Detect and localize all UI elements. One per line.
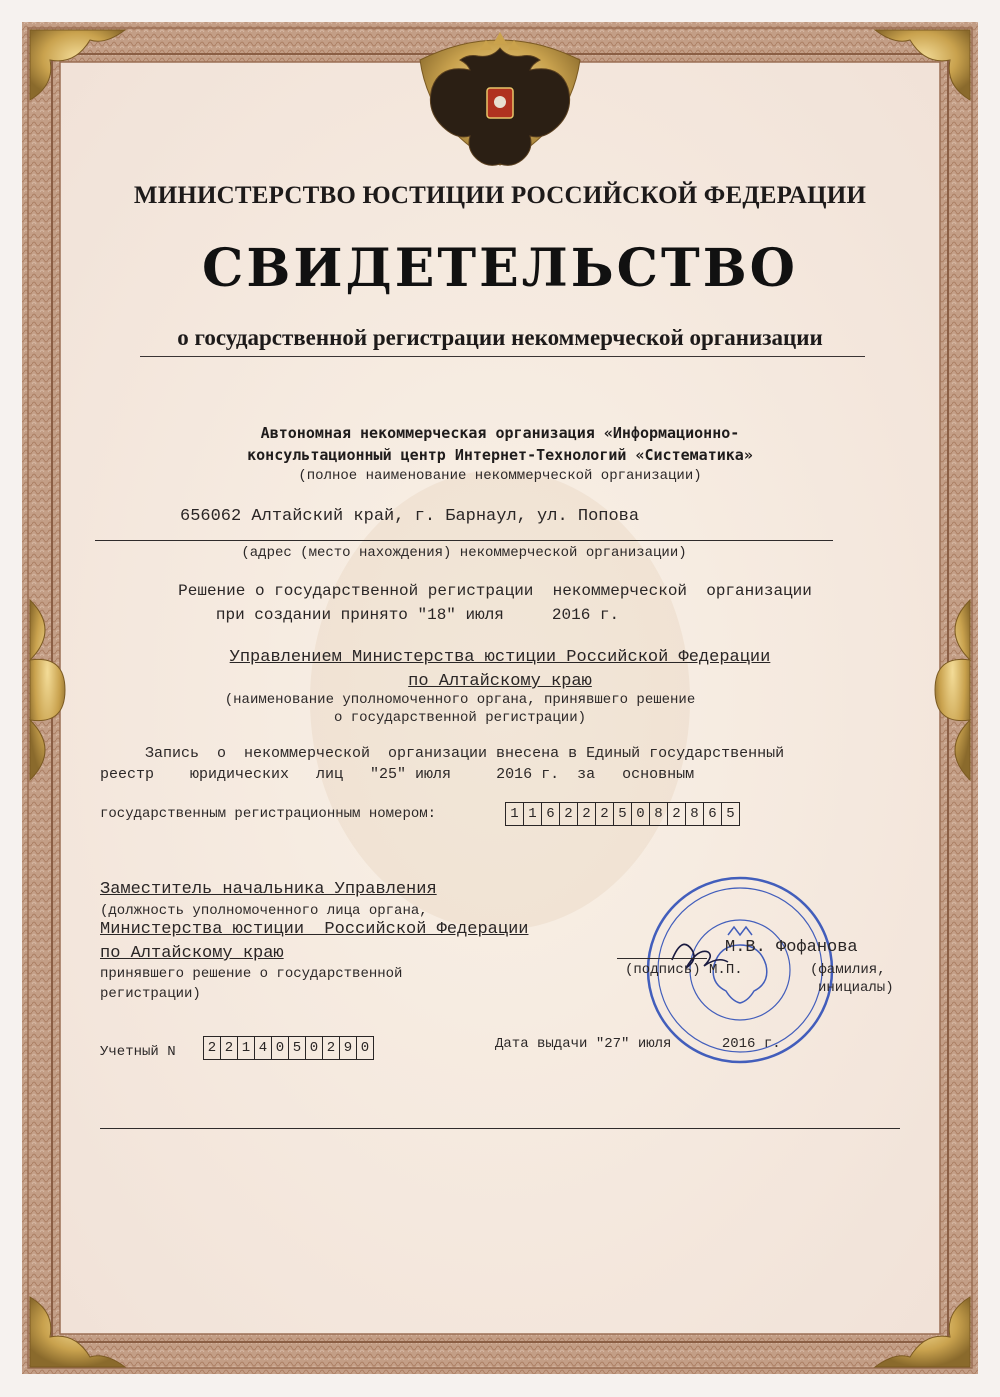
registry-line2: реестр юридических лиц "25" июля 2016 г. за основным [100,766,695,783]
decision-line2: при создании принято "18" июля 2016 г. [215,606,620,624]
bottom-rule [100,1128,900,1129]
name-caption2: инициалы) [818,980,894,996]
account-number-digit: 5 [289,1036,306,1060]
official-caption2: принявшего решение о государственной [100,966,403,982]
account-number-label: Учетный N [100,1044,176,1060]
official-caption3: регистрации) [100,986,201,1002]
registration-number-digit: 5 [722,802,740,826]
subtitle-underline [140,356,865,357]
account-number-digit: 0 [357,1036,374,1060]
account-number-digit: 2 [221,1036,238,1060]
account-number-digit: 0 [306,1036,323,1060]
registration-number-digit: 0 [632,802,650,826]
official-name: М.В. Фофанова [725,938,858,957]
registration-number-digit: 2 [578,802,596,826]
organization-name-line1: Автономная некоммерческая организация «Информационно- [260,424,740,442]
registration-number-digit: 1 [505,802,524,826]
account-number-digit: 2 [323,1036,340,1060]
account-number-digit: 9 [340,1036,357,1060]
official-position-caption: (должность уполномоченного лица органа, [100,903,428,919]
registration-number-digit: 6 [704,802,722,826]
organization-name-line2: консультационный центр Интернет-Технологий «Систематика» [247,446,753,464]
registration-number-digit: 8 [686,802,704,826]
account-number-digit: 1 [238,1036,255,1060]
name-caption1: (фамилия, [810,962,886,978]
official-position-line1: Заместитель начальника Управления [100,880,437,899]
registration-number-digit: 5 [614,802,632,826]
issue-date: Дата выдачи "27" июля 2016 г. [495,1036,781,1052]
official-position-line3: по Алтайскому краю [100,944,284,963]
decision-line1: Решение о государственной регистрации некоммерческой организации [178,582,812,600]
authority-caption2: о государственной регистрации) [333,710,587,726]
registration-number-boxes [505,802,740,826]
registration-number-digit: 2 [668,802,686,826]
account-number-digit: 0 [272,1036,289,1060]
authority-line1: Управлением Министерства юстиции Российской Федерации [229,648,771,667]
certificate-subtitle: о государственной регистрации некоммерческой организации [177,325,823,350]
authority-caption1: (наименование уполномоченного органа, принявшего решение [224,692,696,708]
organization-name-caption: (полное наименование некоммерческой организации) [298,468,702,484]
ministry-heading: МИНИСТЕРСТВО ЮСТИЦИИ РОССИЙСКОЙ ФЕДЕРАЦИИ [133,182,867,209]
signature-line [617,958,707,959]
address-caption: (адрес (место нахождения) некоммерческой организации) [241,545,687,561]
registry-line1: Запись о некоммерческой организации внесена в Единый государственный [145,745,785,762]
account-number-boxes [203,1036,374,1060]
organization-address: 656062 Алтайский край, г. Барнаул, ул. Попова [180,507,640,526]
account-number-digit: 4 [255,1036,272,1060]
address-underline [95,540,833,541]
authority-line2: по Алтайскому краю [408,672,592,691]
registration-number-digit: 2 [596,802,614,826]
certificate-title: СВИДЕТЕЛЬСТВО [202,238,798,299]
registration-number-digit: 2 [560,802,578,826]
registration-number-digit: 8 [650,802,668,826]
registry-number-label: государственным регистрационным номером: [100,806,437,822]
official-position-line2: Министерства юстиции Российской Федерации [100,920,529,939]
organization-name [150,422,850,466]
registration-number-digit: 1 [524,802,542,826]
registration-number-digit: 6 [542,802,560,826]
signature-caption: (подпись) М.П. [625,962,743,978]
account-number-digit: 2 [203,1036,221,1060]
